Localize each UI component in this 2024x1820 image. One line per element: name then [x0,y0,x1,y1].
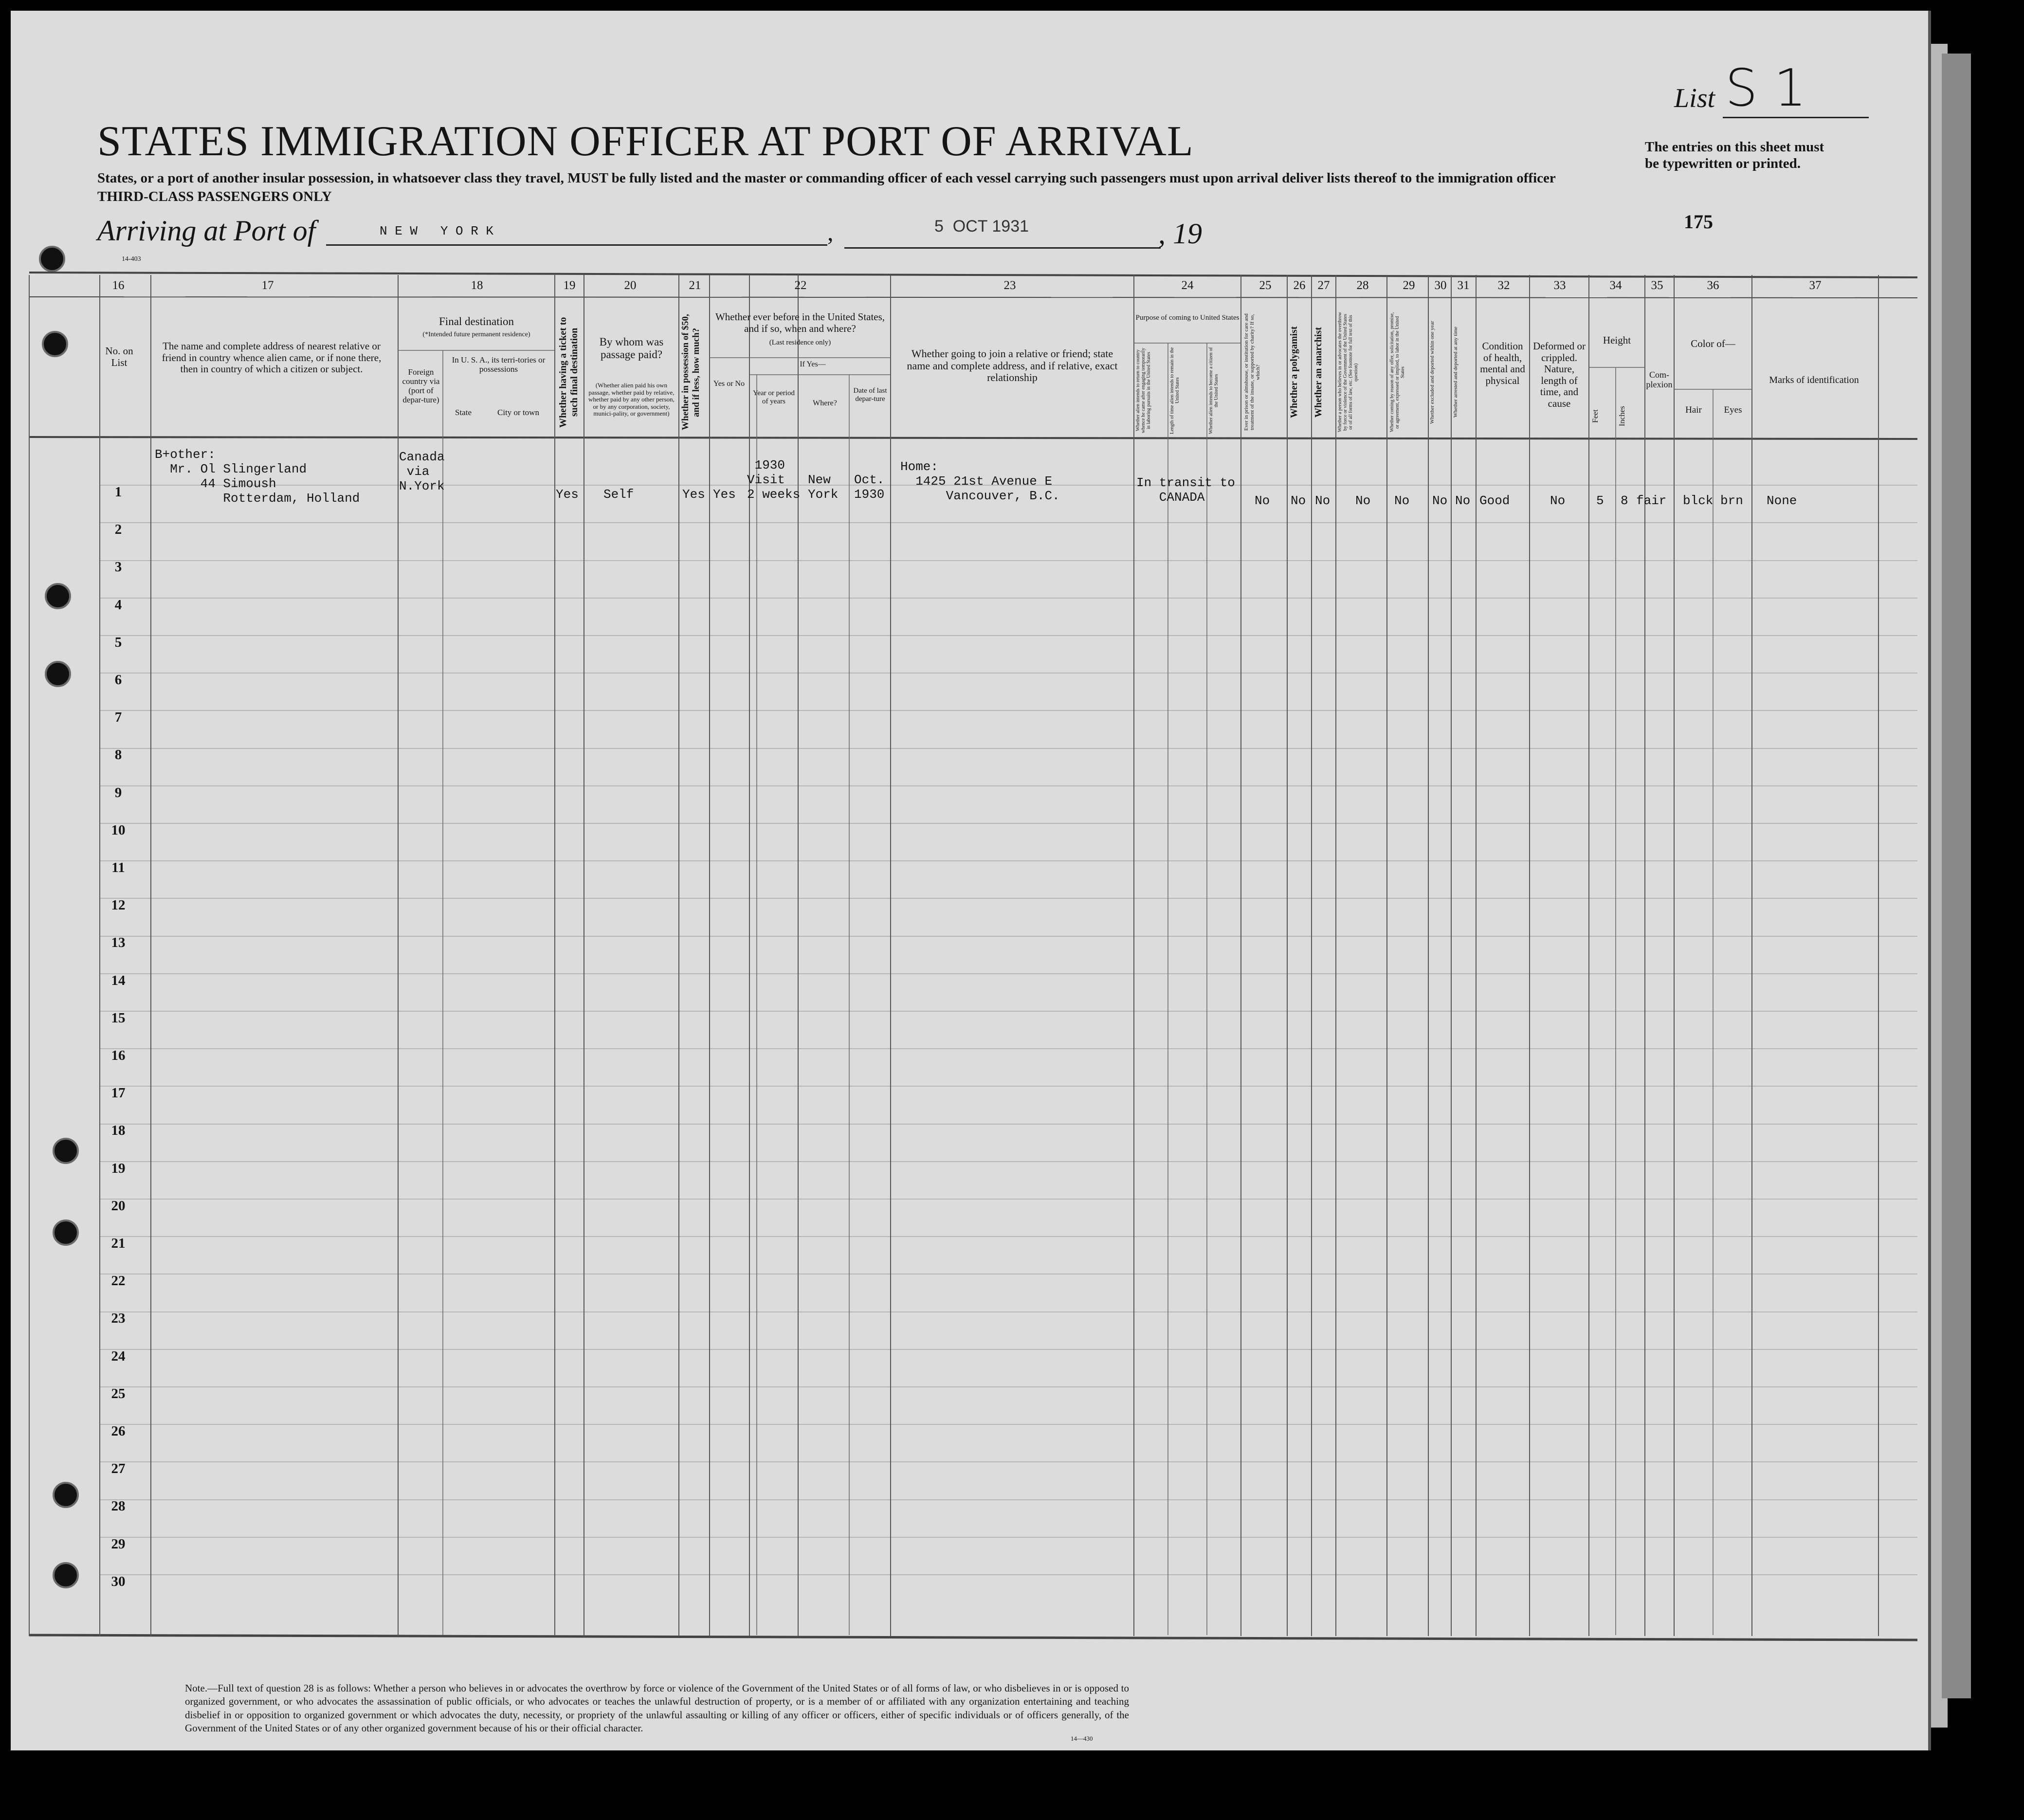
col-num-28: 28 [1356,279,1369,292]
footnote-question-28: Note.—Full text of question 28 is as follows: Whether a person who believes in or advocates the overthrow by force or violence of the Government of the United States or of all forms of law, or who disbelieves in or is opposed to organized government, or who advocates the assassination of public officials, or who advocates or teaches the unlawful destruction of property, or is a member of or affiliated with any organization entertaining and teaching disbelief in or opposition to organized government or which advocates the duty, necessity, or propriety of the unlawful assaulting or killing of any officer or officers, either of specific individuals or of officers generally, of the Government of the United States or of any other organized government because of his or their official character. [185,1682,1129,1734]
col-num-16: 16 [112,279,125,292]
entry-where: New York [808,472,839,502]
entry-prison: No [1255,493,1270,508]
header-return-intent: Whether alien intends to return to country whence he came after engaging temporarily in laboring pursuits in the United States [1135,347,1151,434]
col-num-35: 35 [1651,279,1663,292]
row-number: 3 [114,559,122,575]
entry-before-in-us: Yes [713,487,736,502]
row-number: 22 [111,1273,126,1289]
entry-purpose: In transit to CANADA [1136,475,1235,505]
header-arrested: Whether arrested and deported at any time [1453,327,1459,418]
entry-last-departure: Oct. 1930 [854,472,885,502]
row-number: 25 [111,1386,126,1401]
entry-health: Good [1479,493,1510,508]
header-before-in-us: Whether ever before in the United States, and if so, when and where? [715,311,885,334]
header-complexion: Com-plexion [1646,370,1673,390]
row-number: 23 [111,1310,126,1326]
class-label: THIRD-CLASS PASSENGERS ONLY [97,189,332,204]
header-inches: Inches [1618,406,1626,426]
entry-marks: None [1767,493,1797,508]
col-num-36: 36 [1707,279,1719,292]
header-nearest-relative: The name and complete address of nearest relative or friend in country whence alien came, or if none there, then in country of which a citizen or subject. [162,340,382,375]
date-stamp: 5 OCT 1931 [934,217,1029,236]
header-eyes: Eyes [1724,405,1742,415]
col-num-30: 30 [1434,279,1447,292]
row-number: 7 [114,710,122,725]
entry-final-destination: Canada via N.York [399,450,445,493]
row-number: 11 [111,860,125,875]
header-overthrow: Whether a person who believes in or advocates the overthrow by force or violence of the Government of the United States or of all forms of law, etc. (See footnote for full text of this question) [1337,312,1359,433]
header-join-relative: Whether going to join a relative or friend; state name and complete address, and if relative, exact relationship [907,347,1118,384]
entry-excluded: No [1432,493,1448,508]
header-prison: Ever in prison or almshouse, or institution for care and treatment of the insane, or supported by charity? If so, which? [1243,313,1261,431]
row-number: 14 [111,973,126,988]
header-height: Height [1603,334,1631,346]
header-last-residence: (Last residence only) [769,339,831,346]
row-number: 9 [114,785,122,801]
typed-notice-1: The entries on this sheet must [1645,139,1824,155]
row-number: 28 [111,1498,126,1514]
row-number: 27 [111,1461,126,1476]
typed-notice-2: be typewritten or printed. [1645,156,1801,171]
entry-has-fifty: Yes [682,487,705,502]
form-code-top: 14-403 [122,255,141,263]
comma: , [827,218,834,246]
row-number: 13 [111,935,126,950]
entry-ticket: Yes [556,487,579,502]
list-number: S 1 [1725,58,1806,118]
col-num-31: 31 [1457,279,1470,292]
row-number: 29 [111,1536,126,1552]
col-num-32: 32 [1497,279,1510,292]
entry-overthrow: No [1355,493,1371,508]
col-num-33: 33 [1553,279,1566,292]
entry-height-inches: 8 [1621,493,1628,508]
row-number: 2 [114,522,122,537]
row-number: 21 [111,1236,126,1251]
port-value: N E W Y O R K [380,224,494,238]
header-final-destination: Final destination [439,315,514,328]
header-final-destination-note: (*Intended future permanent residence) [422,331,530,338]
header-yes-or-no: Yes or No [713,380,745,388]
entry-complexion: fair [1636,493,1667,508]
row-number: 20 [111,1198,126,1214]
year-prefix: , 19 [1158,218,1202,250]
header-hair: Hair [1685,405,1702,415]
header-citizen-intent: Whether alien intends to become a citizen of the United States [1208,347,1219,434]
header-passage-note: (Whether alien paid his own passage, whether paid by relative, whether paid by any other person, or by any corporation, society, munici-pality, or government) [588,382,675,418]
row-number: 16 [111,1048,126,1063]
row-number: 8 [114,747,122,763]
col-num-21: 21 [689,279,701,292]
col-num-27: 27 [1317,279,1330,292]
entry-arrested: No [1455,493,1471,508]
col-num-18: 18 [471,279,483,292]
header-length-of-stay: Length of time alien intends to remain in the United States [1169,347,1180,434]
entry-hair: blck [1683,493,1714,508]
header-passage-paid: By whom was passage paid? [599,336,664,361]
header-city-or-town: City or town [497,408,539,417]
header-feet: Feet [1591,409,1600,423]
header-deformed: Deformed or crippled. Nature, length of time, and cause [1533,340,1586,409]
row-number: 15 [111,1010,126,1026]
header-ticket: Whether having a ticket to such final destination [558,317,580,428]
col-num-19: 19 [563,279,576,292]
row-number: 5 [114,635,122,650]
header-where: Where? [813,399,837,407]
col-num-20: 20 [624,279,637,292]
row-number: 12 [111,897,126,913]
row-number: 24 [111,1348,126,1364]
header-state: State [455,408,472,417]
col-num-37: 37 [1809,279,1822,292]
page-number: 175 [1684,211,1713,233]
header-health: Condition of health, mental and physical [1480,340,1525,386]
row-number: 17 [111,1085,126,1101]
col-num-26: 26 [1293,279,1306,292]
header-color-of: Color of— [1691,338,1735,349]
row-number: 6 [114,672,122,688]
header-foreign-country: Foreign country via (port of depar-ture) [402,367,440,405]
header-no-on-list: No. on List [105,345,133,368]
header-purpose: Purpose of coming to United States [1135,314,1240,322]
row-number: 4 [114,597,122,613]
col-num-29: 29 [1403,279,1415,292]
form-code-bottom: 14—430 [1071,1735,1093,1742]
header-date-departure: Date of last depar-ture [853,387,887,403]
entry-period: 1930 Visit 2 weeks [747,458,801,502]
entry-passage-paid: Self [603,487,634,502]
entry-height-feet: 5 [1596,493,1604,508]
arriving-label: Arriving at Port of [97,215,316,247]
header-excluded: Whether excluded and deported within one year [1429,321,1435,424]
row-number: 10 [111,822,126,838]
form-instruction: States, or a port of another insular possession, in whatsoever class they travel, MUST be fully listed and the master or commanding officer of each vessel carrying such passengers must upon arrival deliver lists thereof to the immigration officer [97,170,1556,186]
header-marks: Marks of identification [1769,375,1859,385]
entry-polygamist: No [1291,493,1306,508]
col-num-34: 34 [1609,279,1622,292]
entry-labor-offer: No [1394,493,1410,508]
entry-deformed: No [1550,493,1566,508]
header-in-usa: In U. S. A., its terri-tories or possessions [452,355,546,374]
col-num-22: 22 [794,279,807,292]
list-label: List [1674,83,1715,113]
row-number: 19 [111,1161,126,1176]
row-number: 30 [111,1574,126,1589]
header-labor-offer: Whether coming by reason of any offer, solicitation, promise, or agreement, expressed or implied, to labor in the United States [1389,312,1405,433]
entry-eyes: brn [1720,493,1743,508]
row-number: 18 [111,1123,126,1138]
form-title: STATES IMMIGRATION OFFICER AT PORT OF ARRIVAL [97,118,1194,165]
header-year-period: Year or period of years [753,389,795,405]
col-num-25: 25 [1259,279,1272,292]
header-polygamist: Whether a polygamist [1289,326,1299,419]
col-num-17: 17 [261,279,274,292]
entry-joining: Home: 1425 21st Avenue E Vancouver, B.C. [900,459,1060,503]
row-number: 1 [114,484,122,500]
col-num-24: 24 [1181,279,1194,292]
row-number: 26 [111,1423,126,1439]
entry-relative-address: B+other: Mr. Ol Slingerland 44 Simoush Rotterdam, Holland [155,447,360,506]
header-fifty-dollars: Whether in possession of $50, and if less, how much? [680,314,701,431]
col-num-23: 23 [1003,279,1016,292]
header-if-yes: If Yes— [800,360,826,368]
header-anarchist: Whether an anarchist [1313,327,1324,418]
entry-anarchist: No [1315,493,1331,508]
